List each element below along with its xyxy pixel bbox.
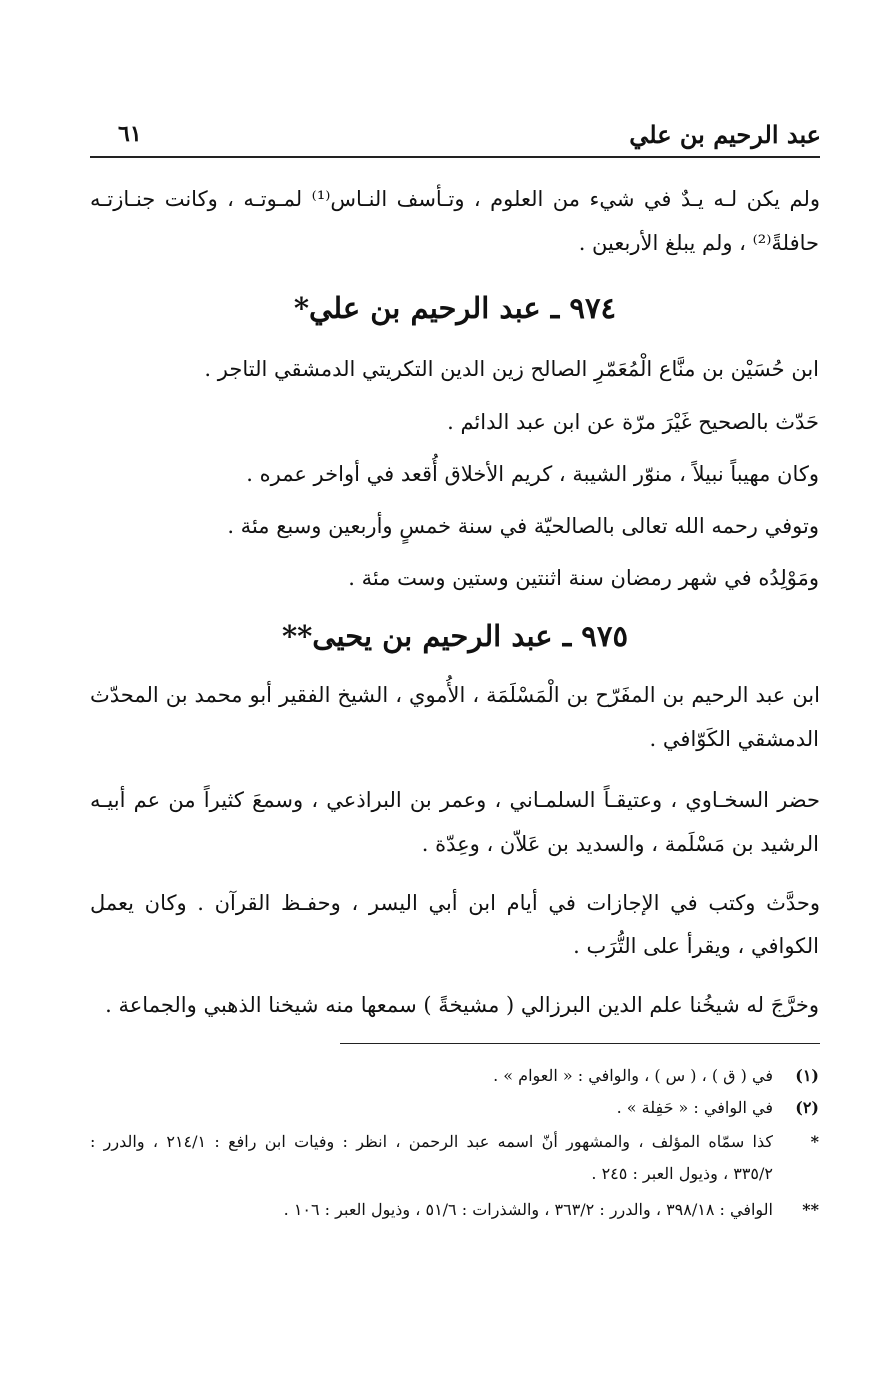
footnote-star-line-1: كذا سمّاه المؤلف ، والمشهور أنّ اسمه عبد الرحمن ، انظر : وفيات ابن رافع : ٢١٤/١ ، والدرر : bbox=[90, 1132, 774, 1151]
entry-975-para4-line-1: وخرَّجَ له شيخُنا علم الدين البرزالي ( مشيخةً ) سمعها منه شيخنا الذهبي والجماعة . bbox=[105, 993, 819, 1017]
entry-975-para3-line-1: وحدَّث وكتب في الإجازات في أيام ابن أبي اليسر ، وحفـظ القرآن . وكان يعمل bbox=[90, 891, 820, 915]
intro-line-2: حافلةً⁽²⁾ ، ولم يبلغ الأربعين . bbox=[578, 231, 819, 255]
entry-974-line: ابن حُسَيْن بن منَّاع الْمُعَمّرِ الصالح زين الدين التكريتي الدمشقي التاجر . bbox=[204, 357, 819, 381]
entry-975-para2-line-2: الرشيد بن مَسْلَمة ، والسديد بن عَلاّن ، وعِدّة . bbox=[421, 832, 819, 856]
footnote-star-line-2: ٣٣٥/٢ ، وذيول العبر : ٢٤٥ . bbox=[591, 1164, 773, 1183]
footnote-rule bbox=[340, 1043, 820, 1044]
entry-974-line: وتوفي رحمه الله تعالى بالصالحيّة في سنة خمسٍ وأربعين وسبع مئة . bbox=[227, 514, 819, 538]
running-header-title: عبد الرحيم بن علي bbox=[629, 120, 821, 149]
footnote-1-text: في ( ق ) ، ( س ) ، والوافي : « العوام » . bbox=[493, 1066, 773, 1085]
page-number: ٦١ bbox=[118, 121, 142, 147]
entry-974-heading: ٩٧٤ ـ عبد الرحيم بن علي* bbox=[293, 291, 617, 325]
footnote-star-marker: * bbox=[810, 1132, 819, 1151]
entry-975-para1-line-1: ابن عبد الرحيم بن المفَرّح بن الْمَسْلَمَة ، الأُموي ، الشيخ الفقير أبو محمد بن المحدّث bbox=[90, 683, 820, 707]
entry-974-line: وكان مهيباً نبيلاً ، منوّر الشيبة ، كريم الأخلاق أُقعد في أواخر عمره . bbox=[246, 462, 819, 486]
intro-line-1: ولم يكن لـه يـدٌ في شيء من العلوم ، وتـأسف النـاس⁽¹⁾ لمـوتـه ، وكانت جنـازتـه bbox=[90, 187, 820, 211]
header-rule bbox=[90, 156, 820, 158]
entry-974-line: ومَوْلِدُه في شهر رمضان سنة اثنتين وستين وست مئة . bbox=[348, 566, 819, 590]
entry-975-para3-line-2: الكوافي ، ويقرأ على التُّرَب . bbox=[573, 934, 819, 958]
entry-974-line: حَدّث بالصحيح غَيْرَ مرّة عن ابن عبد الدائم . bbox=[447, 410, 819, 434]
footnote-double-star-text: الوافي : ٣٩٨/١٨ ، والدرر : ٣٦٣/٢ ، والشذرات : ٥١/٦ ، وذيول العبر : ١٠٦ . bbox=[283, 1200, 773, 1219]
footnote-1-marker: (١) bbox=[795, 1066, 819, 1085]
entry-975-para2-line-1: حضر السخـاوي ، وعتيقـاً السلمـاني ، وعمر بن البراذعي ، وسمعَ كثيراً من عم أبيـه bbox=[90, 788, 820, 812]
footnote-double-star-marker: ** bbox=[802, 1200, 819, 1219]
entry-975-para1-line-2: الدمشقي الكَوّافي . bbox=[649, 727, 819, 751]
footnote-2-text: في الوافي : « حَفِلة » . bbox=[616, 1098, 773, 1117]
footnote-2-marker: (٢) bbox=[795, 1098, 819, 1117]
entry-975-heading: ٩٧٥ ـ عبد الرحيم بن يحيى** bbox=[281, 619, 629, 653]
